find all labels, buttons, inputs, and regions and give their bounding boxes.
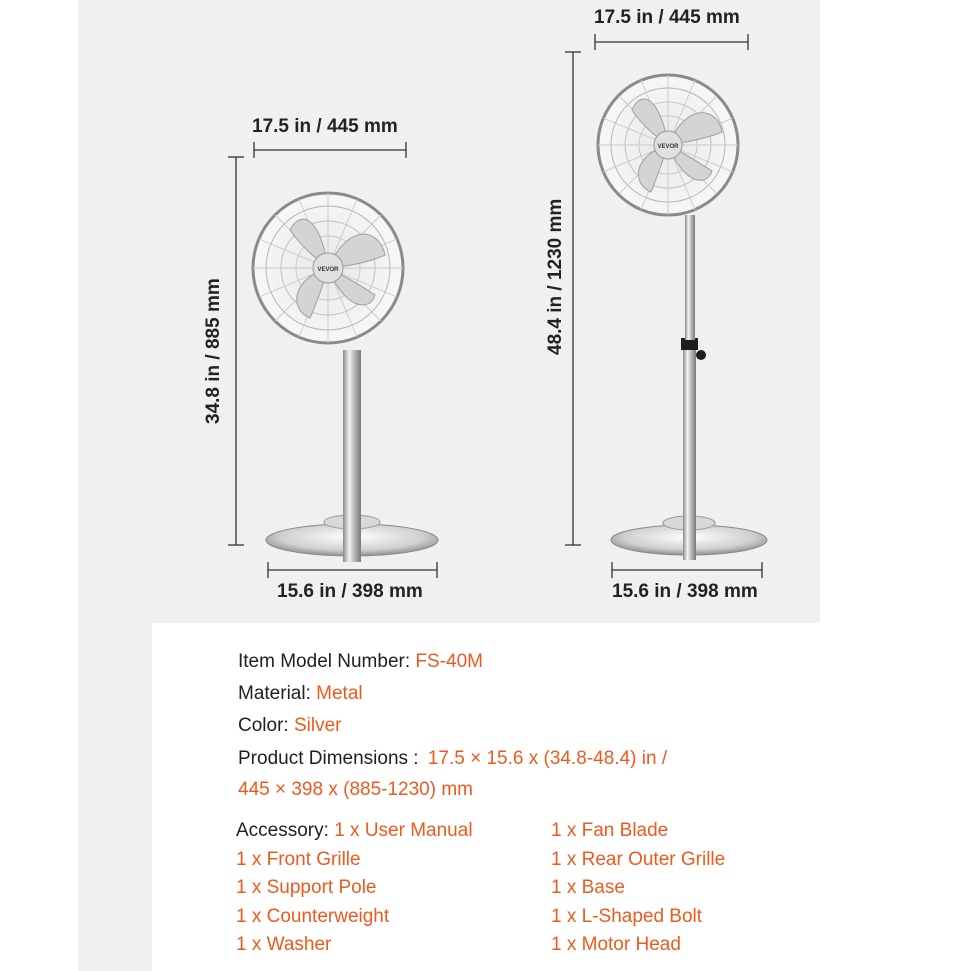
accessory-left-3: 1 x Counterweight — [236, 906, 390, 927]
spec-dimensions — [238, 748, 667, 770]
spec-dimensions-label: Product Dimensions : — [238, 748, 419, 769]
accessory-right-2: 1 x Base — [551, 877, 625, 898]
spec-model-label: Item Model Number: — [238, 651, 411, 672]
tall-fan-brand: VEVOR — [657, 144, 679, 150]
spec-dimensions-value-line1: 17.5 × 15.6 x (34.8-48.4) in / — [427, 748, 668, 769]
spec-model-value: FS-40M — [415, 651, 483, 672]
spec-color-value: Silver — [293, 715, 342, 736]
tall-fan-height-label: 48.4 in / 1230 mm — [545, 198, 566, 355]
tall-fan-drawing — [598, 75, 767, 560]
spec-material — [238, 683, 363, 705]
spec-dimensions-value-line2: 445 × 398 x (885-1230) mm — [238, 779, 473, 800]
spec-color — [238, 715, 341, 737]
accessory-right-4: 1 x Motor Head — [551, 934, 681, 955]
accessory-label: Accessory: — [236, 820, 329, 841]
spec-color-label: Color: — [238, 715, 289, 736]
tall-fan-width-label: 17.5 in / 445 mm — [594, 7, 740, 28]
tall-fan-base-label: 15.6 in / 398 mm — [612, 581, 758, 602]
accessory-right-3: 1 x L-Shaped Bolt — [551, 906, 703, 927]
spec-material-label: Material: — [238, 683, 311, 704]
accessory-item — [236, 820, 473, 842]
short-fan-width-label: 17.5 in / 445 mm — [252, 116, 398, 137]
short-fan-brand: VEVOR — [317, 267, 339, 273]
accessory-left-2: 1 x Support Pole — [236, 877, 377, 898]
accessory-left-4: 1 x Washer — [236, 934, 332, 955]
accessory-right-0: 1 x Fan Blade — [551, 820, 669, 841]
accessory-left-0: 1 x User Manual — [334, 820, 473, 841]
short-fan-drawing — [253, 193, 438, 562]
spec-model — [238, 651, 483, 673]
short-fan-base-label: 15.6 in / 398 mm — [277, 581, 423, 602]
accessory-left-1: 1 x Front Grille — [236, 849, 361, 870]
spec-material-value: Metal — [316, 683, 363, 704]
short-fan-height-label: 34.8 in / 885 mm — [203, 278, 224, 424]
accessory-right-1: 1 x Rear Outer Grille — [551, 849, 726, 870]
